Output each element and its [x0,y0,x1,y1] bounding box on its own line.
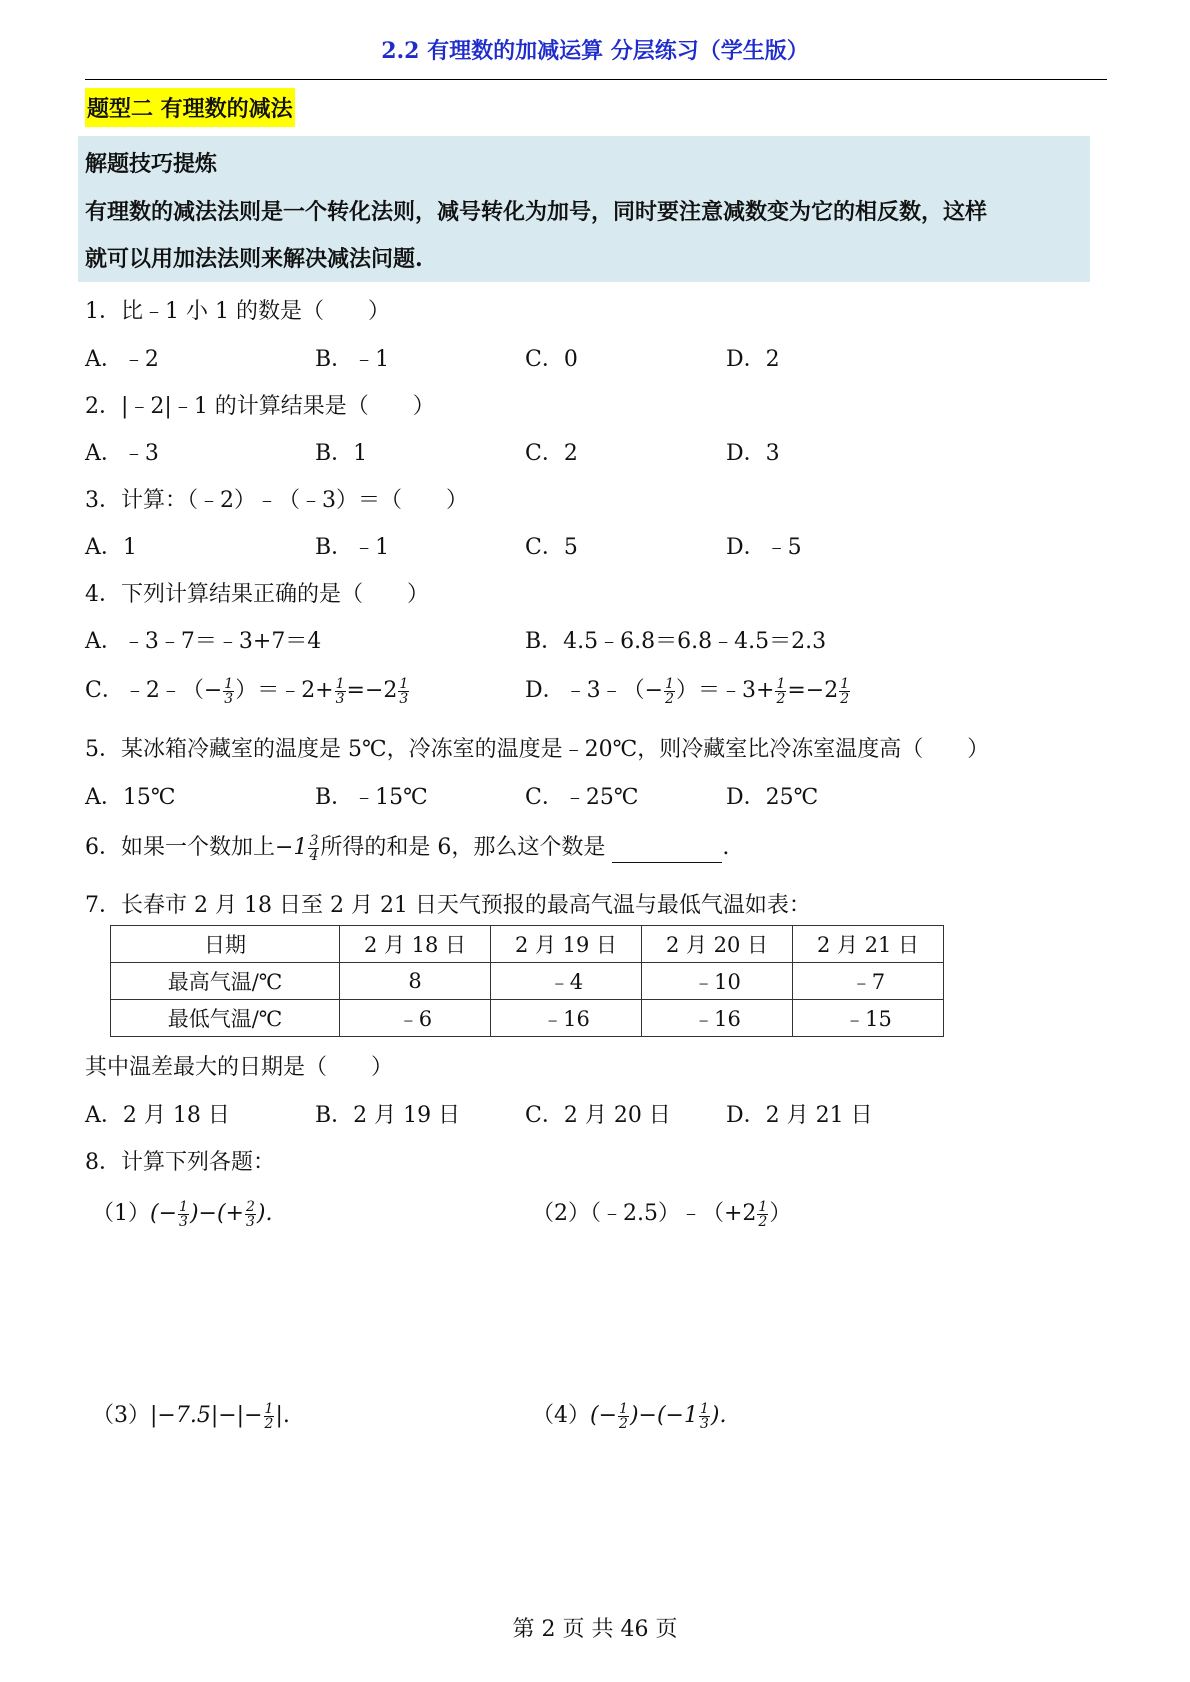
tip-heading: 解题技巧提炼 [85,151,218,177]
q1-option-b: B．﹣1 [315,347,390,372]
q7-option-c: C．2 月 20 日 [525,1103,671,1128]
table-row [111,926,944,963]
table-cell: ﹣6 [340,1000,491,1037]
q8-part-4: （4）(− $\frac{1}{2}$ )−(−1 $\frac{1}{3}$ ). [532,1400,727,1432]
question-4: 4．下列计算结果正确的是（ ） [85,582,429,607]
q3-option-c: C．5 [525,535,578,560]
question-1: 1．比﹣1 小 1 的数是（ ） [85,299,390,324]
temperature-table [110,925,944,1037]
q7-option-a: A．2 月 18 日 [85,1103,230,1128]
table-cell: 2 月 18 日 [340,926,491,963]
table-cell: 2 月 20 日 [642,926,793,963]
q3-option-b: B．﹣1 [315,535,390,560]
q5-option-b: B．﹣15℃ [315,785,428,810]
section-title: 题型二 有理数的减法 [85,88,295,127]
q4-option-a: A．﹣3﹣7＝﹣3+7＝4 [85,629,322,654]
q4-option-b: B．4.5﹣6.8＝6.8﹣4.5＝2.3 [525,629,827,654]
table-cell: 最高气温/℃ [111,963,340,1000]
q2-option-b: B．1 [315,441,368,466]
table-cell: ﹣7 [793,963,944,1000]
table-row [111,963,944,1000]
table-cell: ﹣4 [491,963,642,1000]
q1-option-c: C．0 [525,347,578,372]
table-cell: ﹣15 [793,1000,944,1037]
q7-option-b: B．2 月 19 日 [315,1103,461,1128]
question-8: 8．计算下列各题： [85,1150,275,1175]
table-row [111,1000,944,1037]
table-cell: 2 月 21 日 [793,926,944,963]
q2-option-d: D．3 [726,441,780,466]
q1-option-a: A．﹣2 [85,347,159,372]
q5-option-a: A．15℃ [85,785,176,810]
q5-option-d: D．25℃ [726,785,819,810]
q4-option-c: C．﹣2﹣（− $\frac{1}{3}$ ）＝﹣2+ $\frac{1}{3}$ =−2 $\frac{1}{3}$ [85,675,409,707]
q8-part-2: （2）（﹣2.5）﹣（+2 $\frac{1}{2}$ ） [532,1198,792,1230]
q2-option-a: A．﹣3 [85,441,159,466]
table-cell: ﹣16 [642,1000,793,1037]
q5-option-c: C．﹣25℃ [525,785,639,810]
q3-option-a: A．1 [85,535,137,560]
q1-option-d: D．2 [726,347,780,372]
question-7: 7．长春市 2 月 18 日至 2 月 21 日天气预报的最高气温与最低气温如表： [85,893,811,918]
q4-option-d: D．﹣3﹣（− $\frac{1}{2}$ ）＝﹣3+ $\frac{1}{2}$ =−2 $\frac{1}{2}$ [525,675,850,707]
tip-line-1: 有理数的减法法则是一个转化法则，减号转化为加号，同时要注意减数变为它的相反数，这样 [85,199,988,225]
answer-blank[interactable] [612,840,722,863]
table-cell: 日期 [111,926,340,963]
page-footer: 第 2 页 共 46 页 [512,1617,678,1642]
question-5: 5．某冰箱冷藏室的温度是 5℃，冷冻室的温度是﹣20℃，则冷藏室比冷冻室温度高（ ） [85,737,990,762]
question-7-ask: 其中温差最大的日期是（ ） [85,1055,394,1080]
table-cell: ﹣10 [642,963,793,1000]
header-rule [85,79,1107,80]
q8-part-3: （3）|−7.5|−|− $\frac{1}{2}$ |. [92,1400,290,1432]
table-cell: 2 月 19 日 [491,926,642,963]
question-2: 2．|﹣2|﹣1 的计算结果是（ ） [85,394,435,419]
q3-option-d: D．﹣5 [726,535,802,560]
q8-part-1: （1）(− $\frac{1}{3}$ )−(+ $\frac{2}{3}$ ). [92,1198,273,1230]
page-title: 2.2 有理数的加减运算 分层练习（学生版） [381,38,809,64]
q7-option-d: D．2 月 21 日 [726,1103,873,1128]
table-cell: 8 [340,963,491,1000]
table-cell: 最低气温/℃ [111,1000,340,1037]
q2-option-c: C．2 [525,441,578,466]
table-cell: ﹣16 [491,1000,642,1037]
tip-line-2: 就可以用加法法则来解决减法问题. [85,246,423,272]
question-6: 6．如果一个数加上−1 $\frac{3}{4}$ 所得的和是 6，那么这个数是 . [85,832,730,864]
question-3: 3．计算：（﹣2）﹣（﹣3）＝（ ） [85,488,468,513]
